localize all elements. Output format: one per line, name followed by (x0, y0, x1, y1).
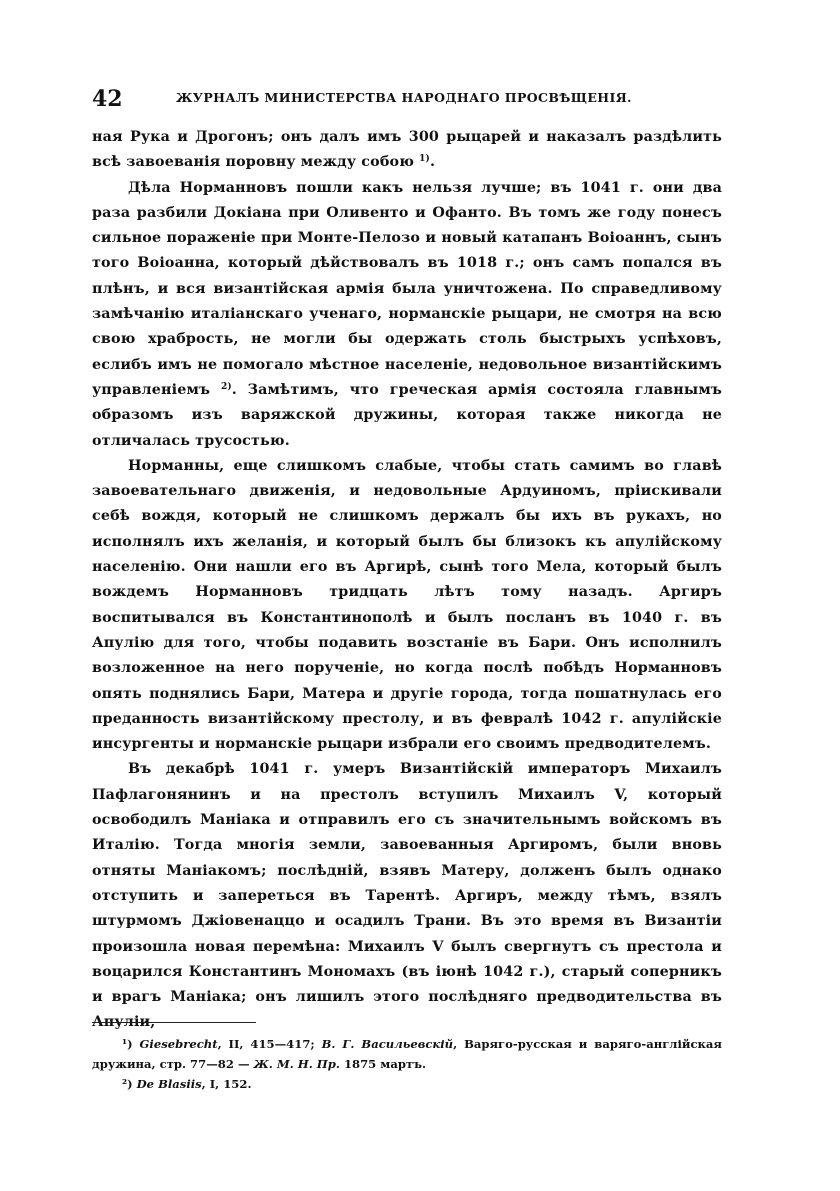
paragraph (92, 176, 722, 454)
paragraph (92, 757, 722, 1035)
footnote-journal: Ж. М. Н. Пр. (253, 1057, 340, 1071)
footnote-text: 1875 мартъ. (339, 1057, 427, 1071)
footnote-marker: ¹) (122, 1037, 133, 1051)
journal-title: ЖУРНАЛЪ МИНИСТЕРСТВА НАРОДНАГО ПРОСВѢЩЕНІЯ. (176, 90, 632, 105)
paragraph-text: Въ декабрѣ 1041 г. умеръ Византійскій императоръ Михаилъ Пафлагонянинъ и на престолъ вступилъ Михаилъ V, который освободилъ Маніака и отправилъ его съ значительнымъ войскомъ въ Италію. Тогда многія земли, завоеванныя Аргиромъ, были вновь отняты Маніакомъ; послѣдній, взявъ Матеру, долженъ былъ однако отступить и запереться въ Тарентѣ. Аргиръ, между тѣмъ, взялъ штурмомъ Джіовенаццо и осадилъ Трани. Въ это время въ Византіи произошла новая перемѣна: Михаилъ V былъ свергнутъ съ престола и воцарился Константинъ Мономахъ (въ іюнѣ 1042 г.), старый соперникъ и врагъ Маніака; онъ лишилъ этого послѣдняго предводительства въ Апуліи, (92, 761, 722, 1031)
footnote-ref: 1) (419, 154, 430, 165)
paragraph (92, 454, 722, 758)
paragraph-text: ная Рука и Дрогонъ; онъ далъ имъ 300 рыцарей и наказалъ раздѣлить всѣ завоеванія поровну между собою (92, 129, 722, 171)
footnote-marker: ²) (122, 1077, 133, 1091)
footnote-divider (92, 1022, 256, 1023)
footnotes (92, 1034, 722, 1094)
footnote-author: Giesebrecht (139, 1037, 218, 1051)
page-number: 42 (92, 86, 123, 112)
paragraph-tail: . (429, 154, 436, 171)
running-header (92, 86, 722, 112)
footnote-author: De Blasiis (136, 1077, 202, 1091)
paragraph-text: Дѣла Норманновъ пошли какъ нельзя лучше; въ 1041 г. они два раза разбили Докіана при Оливенто и Офанто. Въ томъ же году понесъ сильное пораженіе при Монте-Пелозо и новый катапанъ Воіоаннъ, сынъ того Воіоанна, который дѣйствовалъ въ 1018 г.; онъ самъ попался въ плѣнъ, и вся византійская армія была уничтожена. По справедливому замѣчанію италіанскаго ученаго, норманскіе рыцари, не смотря на всю свою храбрость, не могли бы одержать столь быстрыхъ успѣховъ, еслибъ имъ не помогало мѣстное населеніе, недовольное византійскимъ управленіемъ (92, 179, 722, 398)
footnote-text: , Варяго-русская и варяго-англійская дружина, стр. 77—82 — (92, 1037, 722, 1071)
footnote-author: В. Г. Васильевскій (321, 1037, 454, 1051)
footnote (92, 1034, 722, 1074)
footnote (92, 1074, 722, 1094)
paragraph-text: Норманны, еще слишкомъ слабые, чтобы стать самимъ во главѣ завоевательнаго движенія, и недовольные Ардуиномъ, пріискивали себѣ вождя, который не слишкомъ держалъ бы ихъ въ рукахъ, но исполнялъ ихъ желанія, и который былъ бы близокъ къ апулійскому населенію. Они нашли его въ Аргирѣ, сынѣ того Мела, который былъ вождемъ Норманновъ тридцать лѣтъ тому назадъ. Аргиръ воспитывался въ Константинополѣ и былъ посланъ въ 1040 г. въ Апулію для того, чтобы подавить возстаніе въ Бари. Онъ исполнилъ возложенное на него порученіе, но когда послѣ побѣдъ Норманновъ опять поднялись Бари, Матера и другіе города, тогда пошатнулась его преданность византійскому престолу, и въ февралѣ 1042 г. апулійскіе инсургенты и норманскіе рыцари избрали его своимъ предводителемъ. (92, 457, 722, 753)
footnote-text: , I, 152. (201, 1077, 252, 1091)
footnote-ref: 2) (220, 381, 232, 392)
footnote-text: , II, 415—417; (217, 1037, 322, 1051)
body-text (92, 125, 722, 1036)
paragraph-tail: . Замѣтимъ, что греческая армія состояла главнымъ образомъ изъ варяжской дружины, которая также никогда не отличалась трусостью. (92, 381, 722, 449)
paragraph-continued (92, 125, 722, 176)
